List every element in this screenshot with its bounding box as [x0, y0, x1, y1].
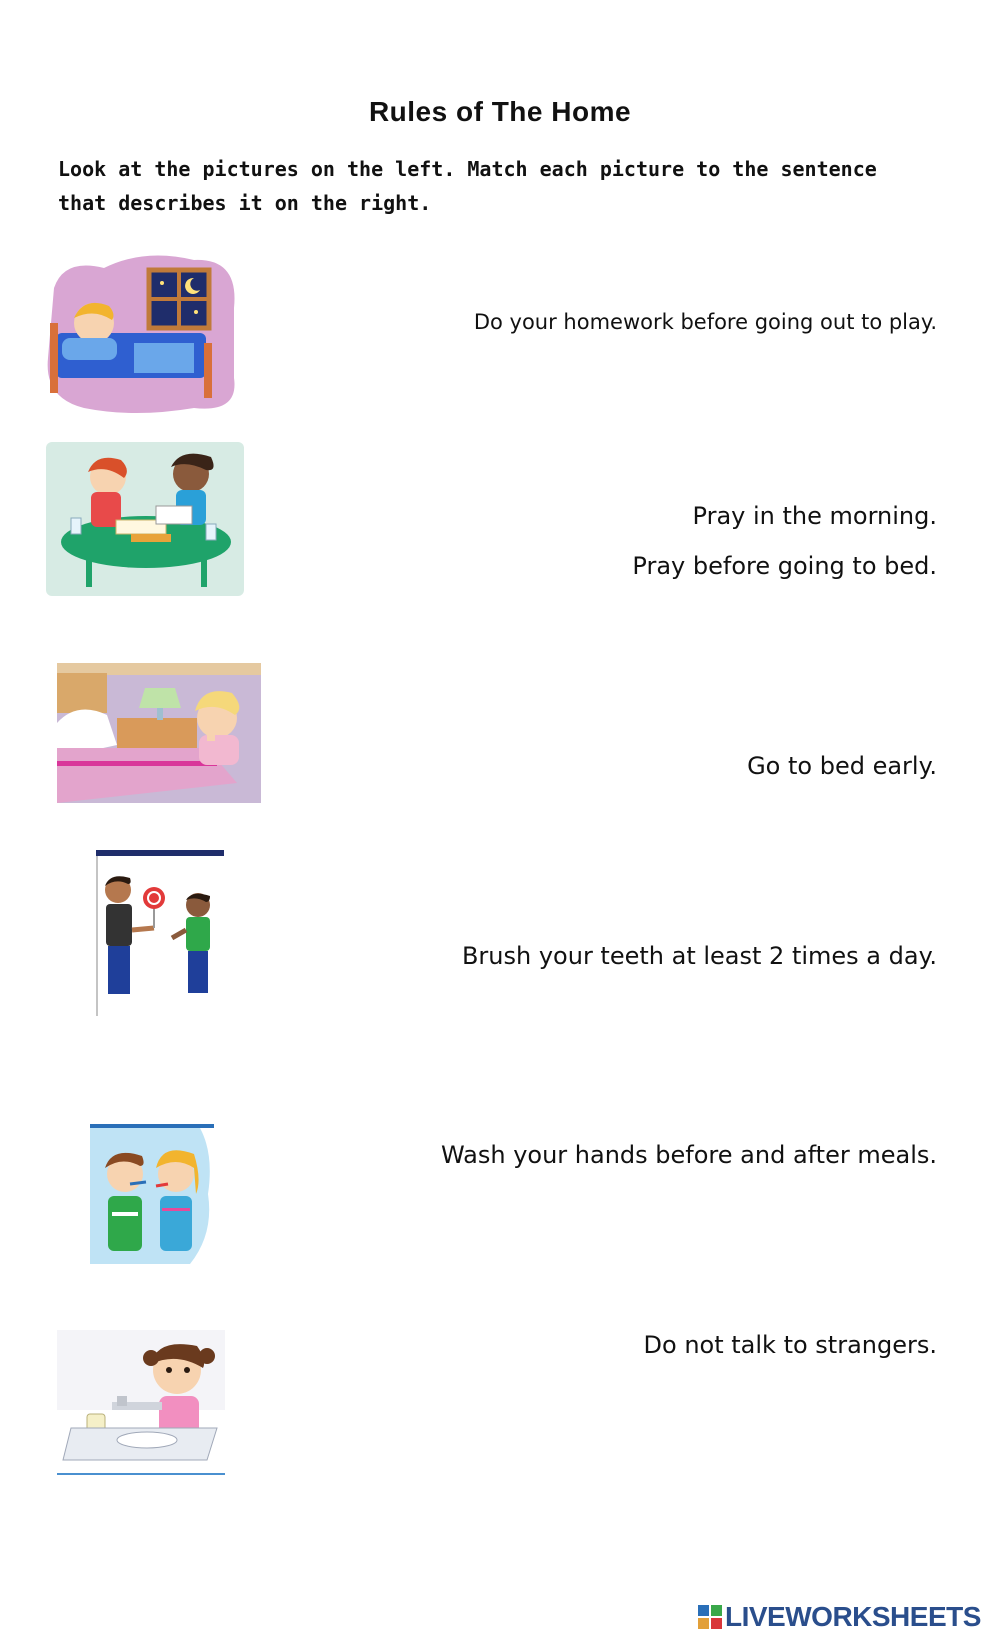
liveworksheets-brand-text: LIVEWORKSHEETS [725, 1601, 981, 1632]
sentence-homework[interactable]: Do your homework before going out to play. [473, 310, 937, 334]
picture-children-brushing-teeth[interactable] [90, 1124, 214, 1264]
sentence-brush-teeth[interactable]: Brush your teeth at least 2 times a day. [461, 942, 937, 970]
praying-girl-illustration [57, 663, 261, 803]
sentence-strangers[interactable]: Do not talk to strangers. [643, 1331, 937, 1359]
sentence-wash-hands[interactable]: Wash your hands before and after meals. [440, 1141, 937, 1169]
sentence-bed-early[interactable]: Go to bed early. [747, 752, 937, 780]
liveworksheets-logo-icon [697, 1604, 723, 1630]
liveworksheets-logo[interactable] [697, 1597, 997, 1637]
picture-girl-washing-hands[interactable] [57, 1330, 225, 1478]
stranger-illustration [96, 850, 224, 1016]
picture-stranger-offering-lollipop[interactable] [96, 850, 224, 1016]
picture-children-doing-homework[interactable] [46, 442, 244, 596]
picture-child-sleeping-in-bed[interactable] [44, 248, 240, 416]
washing-hands-illustration [57, 1330, 225, 1478]
sentence-pray-bed[interactable]: Pray before going to bed. [632, 552, 937, 580]
homework-illustration [46, 442, 244, 596]
instructions-text: Look at the pictures on the left. Match each picture to the sentence that describes it on the right. [58, 157, 877, 215]
brushing-teeth-illustration [90, 1124, 214, 1264]
picture-girl-praying-by-bed[interactable] [57, 663, 261, 803]
sleeping-child-illustration [44, 248, 240, 416]
sentence-pray-morning[interactable]: Pray in the morning. [692, 502, 937, 530]
page-title: Rules of The Home [368, 96, 632, 127]
